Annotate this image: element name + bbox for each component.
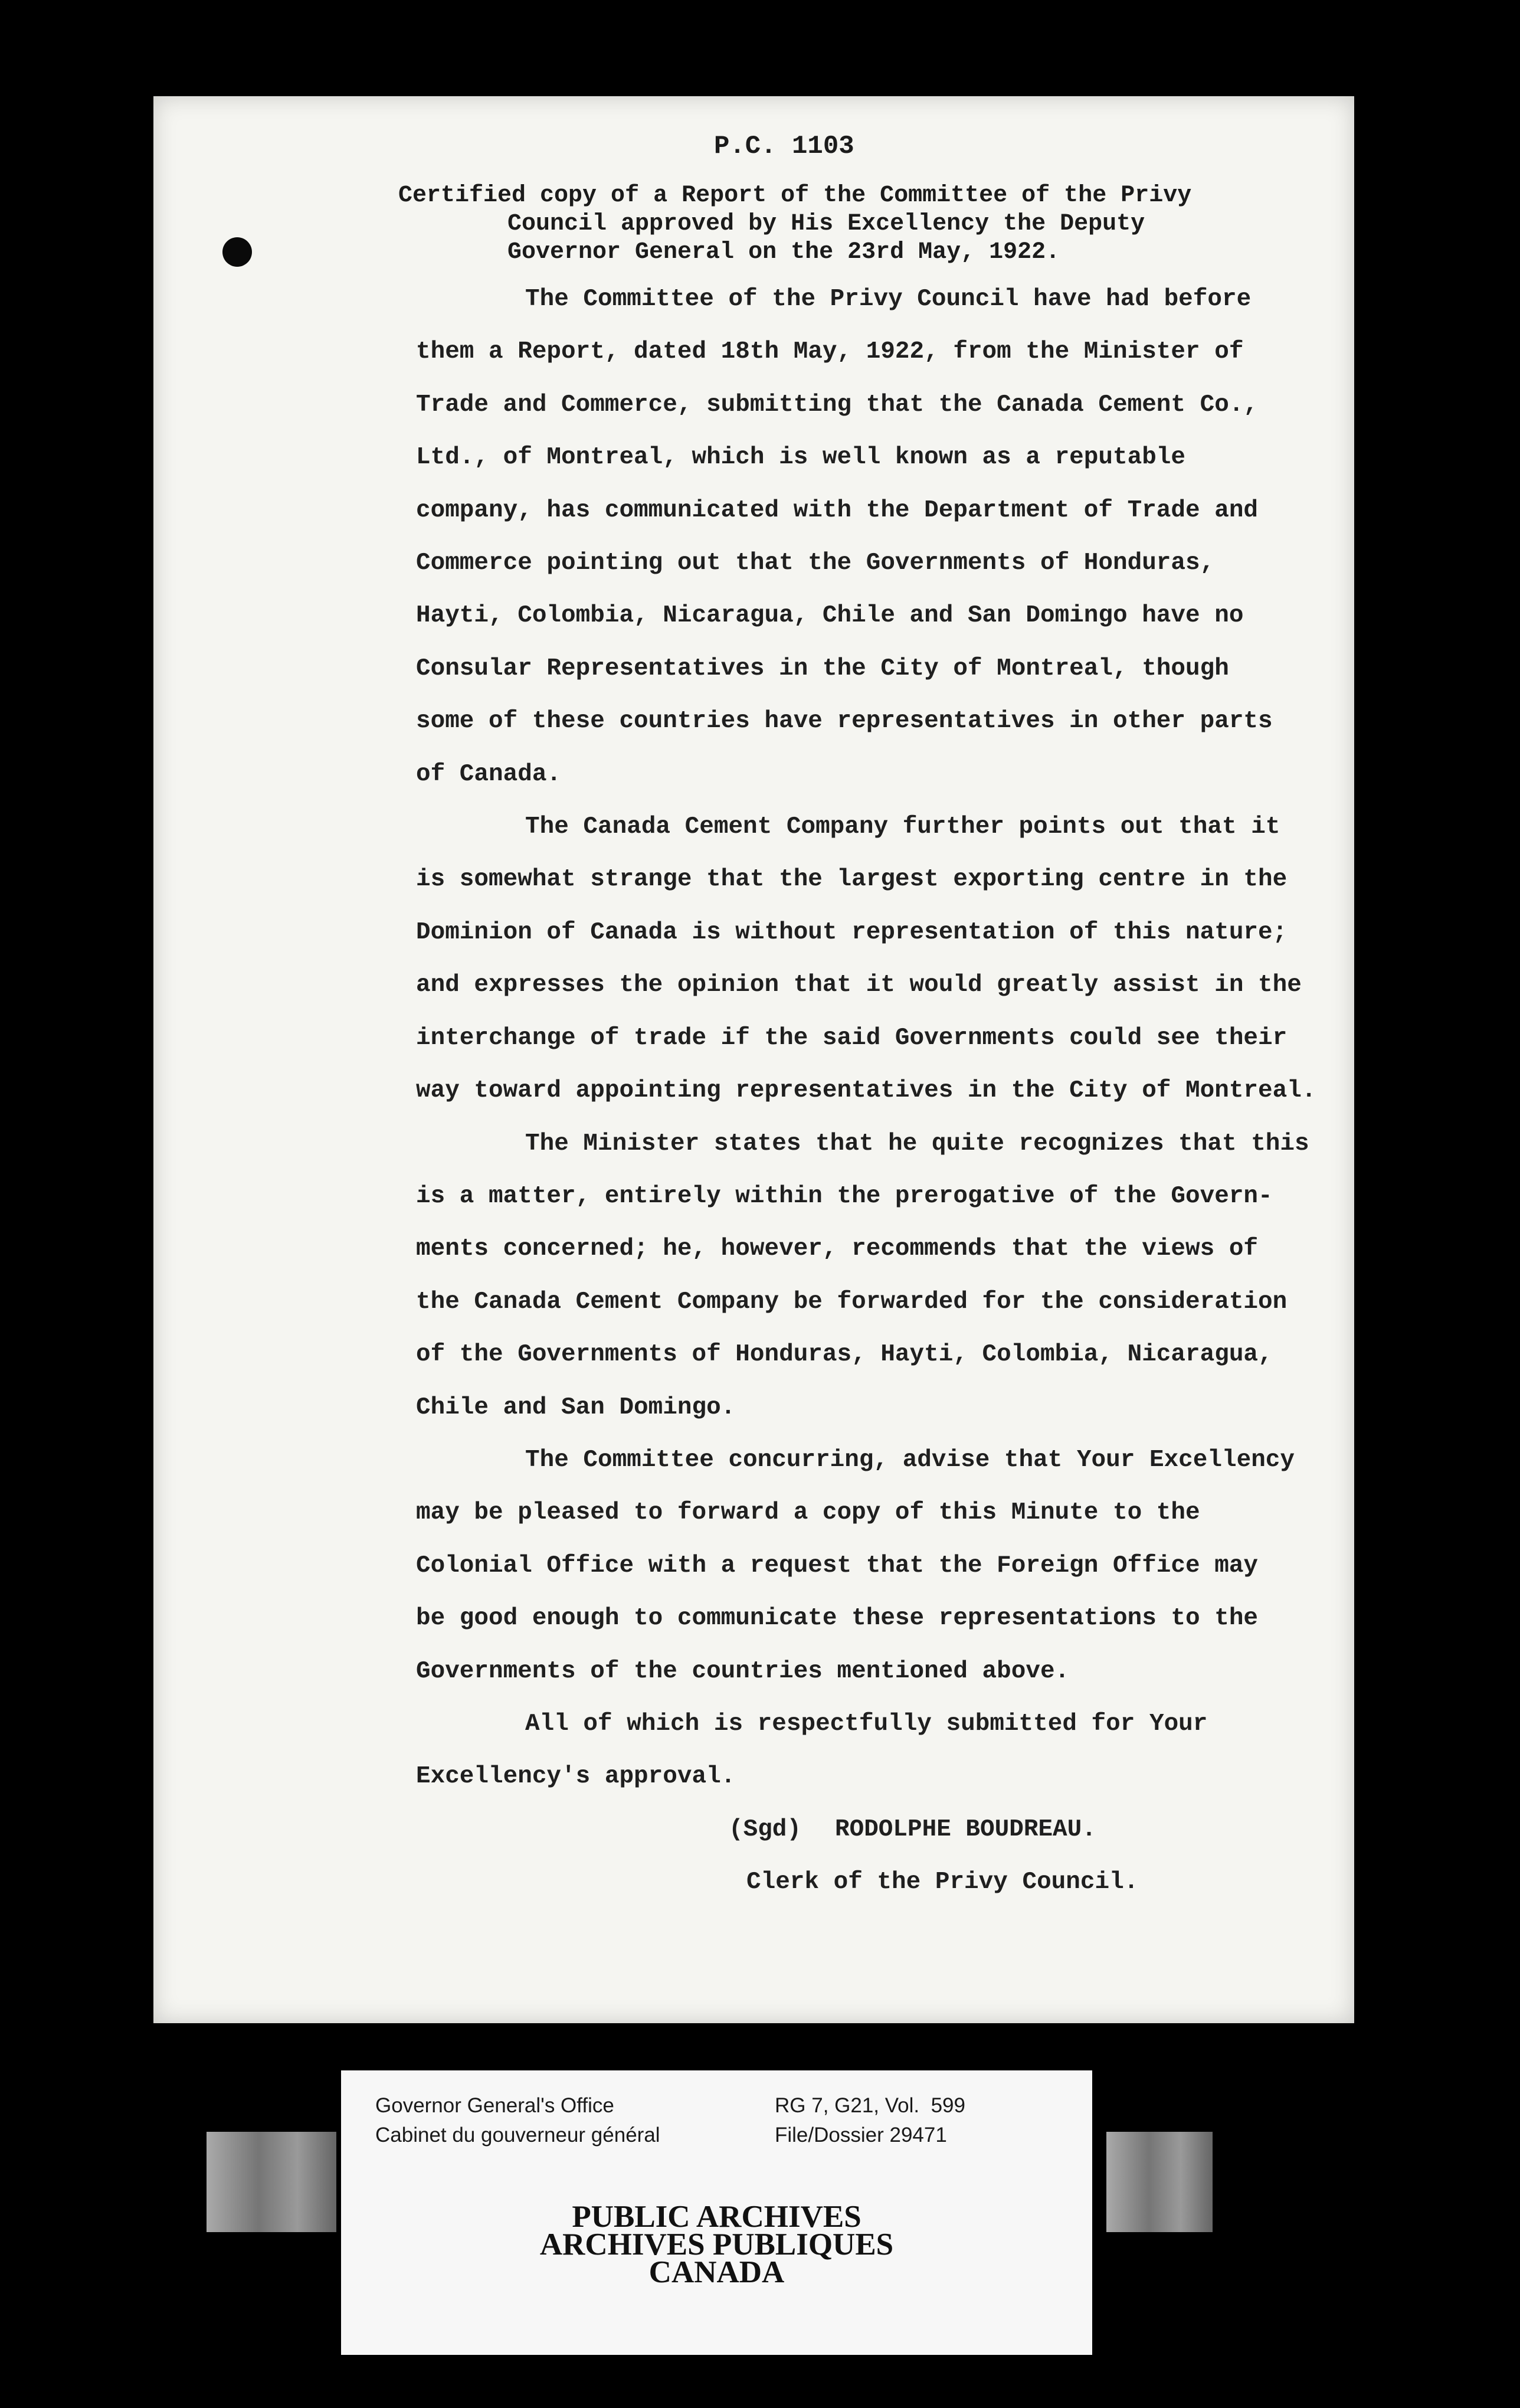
body-line: and expresses the opinion that it would greatly assist in the [416,971,1302,999]
body-line: Ltd., of Montreal, which is well known as a reputable [416,444,1186,472]
body-line: may be pleased to forward a copy of this Minute to the [416,1499,1200,1527]
signed-mark: (Sgd) [729,1815,802,1843]
body-line: way toward appointing representatives in the City of Montreal. [416,1077,1316,1105]
body-line: the Canada Cement Company be forwarded for the consideration [416,1288,1288,1316]
punch-hole [222,237,252,267]
body-line: is somewhat strange that the largest exporting centre in the [416,866,1288,894]
archives-line: PUBLIC ARCHIVES [572,2200,861,2234]
body-line: be good enough to communicate these representations to the [416,1605,1259,1632]
body-line: Consular Representatives in the City of Montreal, though [416,655,1229,682]
body-line: Governments of the countries mentioned above. [416,1657,1070,1685]
body-line: interchange of trade if the said Governments could see their [416,1024,1288,1052]
signatory-name: RODOLPHE BOUDREAU. [835,1815,1096,1843]
label-tape-right [1106,2132,1213,2232]
body-line: Colonial Office with a request that the Foreign Office may [416,1552,1259,1579]
body-line: Chile and San Domingo. [416,1393,736,1421]
office-name-fr: Cabinet du gouverneur général [375,2124,660,2147]
archive-label [341,2070,1092,2355]
body-line: Dominion of Canada is without representation of this nature; [416,918,1288,946]
record-group: RG 7, G21, Vol. 599 [775,2094,965,2117]
signature-line [416,1804,1372,1856]
body-line: The Canada Cement Company further points out that it [525,813,1280,841]
body-line: is a matter, entirely within the prerogative of the Govern- [416,1182,1273,1210]
office-name-en: Governor General's Office [375,2094,614,2117]
body-line: of the Governments of Honduras, Hayti, Colombia, Nicaragua, [416,1341,1273,1369]
body-line: some of these countries have representatives in other parts [416,708,1273,735]
document-page [153,96,1354,2023]
body-line: of Canada. [416,760,562,788]
body-line: them a Report, dated 18th May, 1922, from the Minister of [416,338,1244,366]
archives-line: CANADA [648,2255,785,2289]
heading-line: Governor General on the 23rd May, 1922. [507,239,1060,266]
document-body [416,273,1372,1909]
label-tape-left [207,2132,336,2232]
body-line: Trade and Commerce, submitting that the Canada Cement Co., [416,391,1259,418]
file-number: File/Dossier 29471 [775,2124,947,2147]
body-line: The Committee of the Privy Council have had before [525,286,1252,313]
archives-stamp [341,2200,1092,2289]
body-line: All of which is respectfully submitted for Your [525,1710,1208,1738]
heading-line: Council approved by His Excellency the Deputy [507,211,1145,237]
body-line: The Committee concurring, advise that Your Excellency [525,1446,1295,1474]
order-number: P.C. 1103 [714,132,854,161]
body-line: The Minister states that he quite recognizes that this [525,1130,1309,1157]
document-heading [398,182,1191,267]
heading-line: Certified copy of a Report of the Committee of the Privy [398,182,1192,209]
body-line: ments concerned; he, however, recommends that the views of [416,1235,1259,1263]
archives-line: ARCHIVES PUBLIQUES [539,2227,894,2262]
body-line: company, has communicated with the Department of Trade and [416,496,1259,524]
body-line: Commerce pointing out that the Governments of Honduras, [416,549,1215,577]
body-line: Hayti, Colombia, Nicaragua, Chile and San Domingo have no [416,602,1244,630]
signatory-title: Clerk of the Privy Council. [746,1869,1139,1896]
body-line: Excellency's approval. [416,1763,736,1791]
